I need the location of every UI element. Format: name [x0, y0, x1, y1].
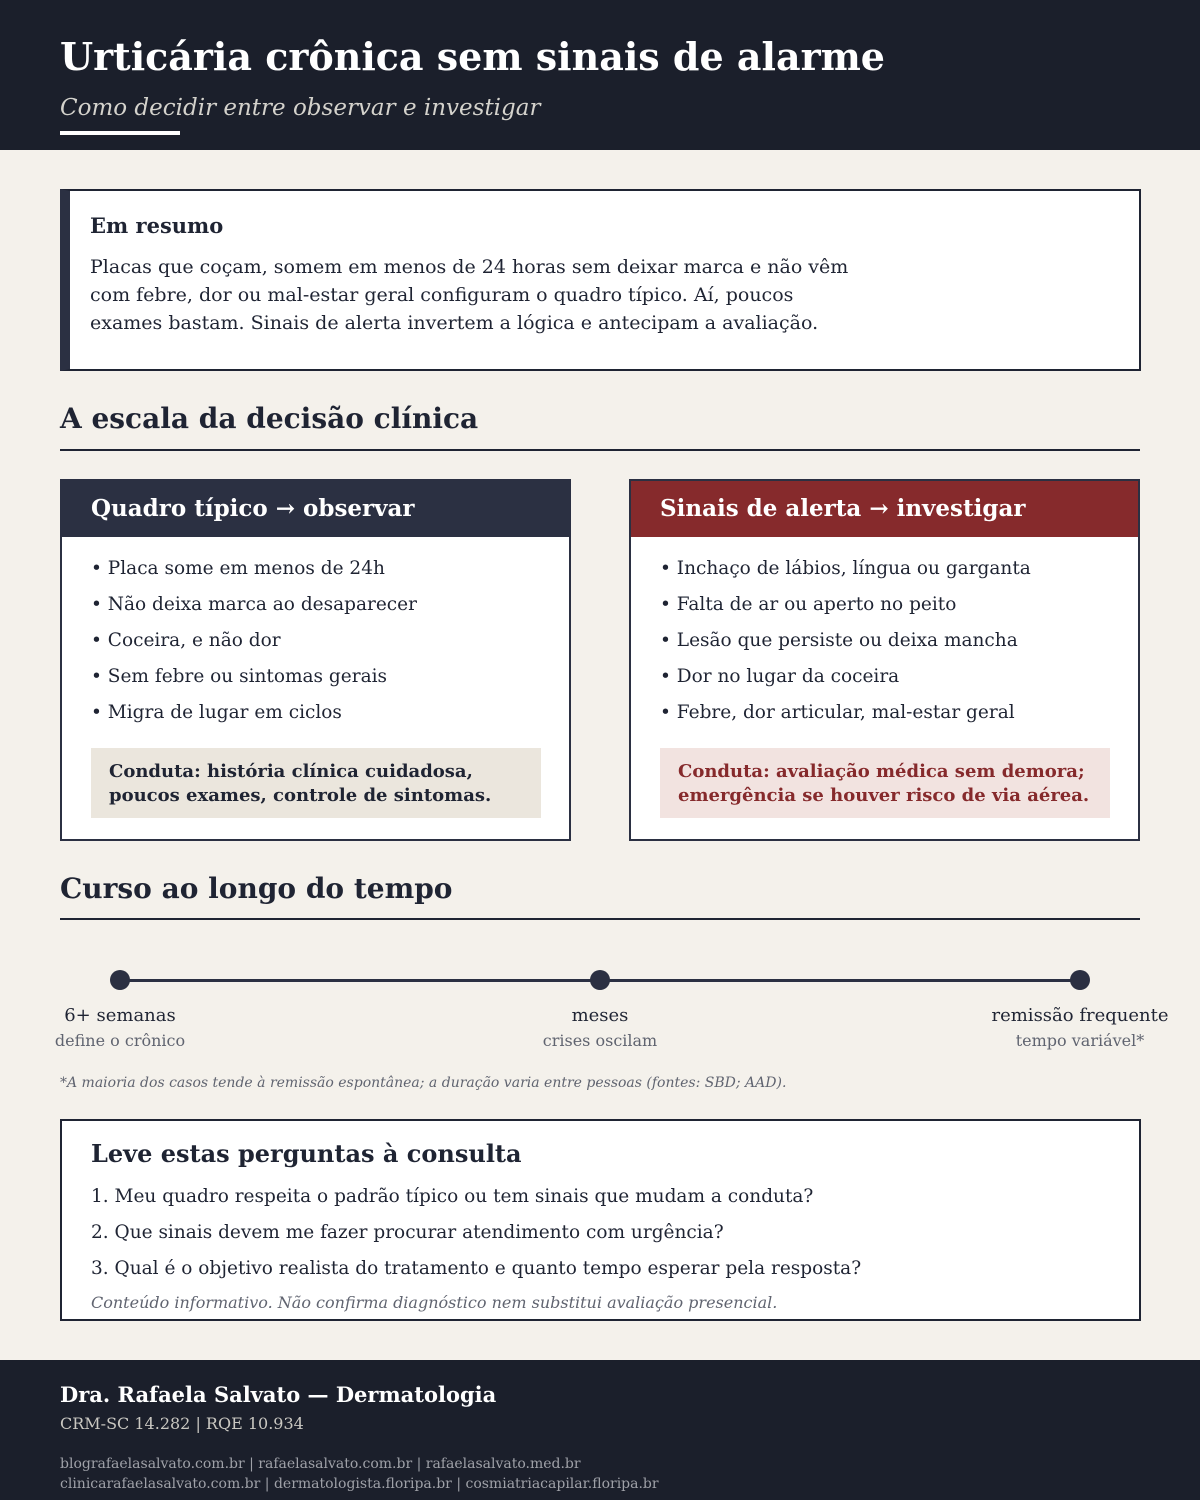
conduct-line: Conduta: avaliação médica sem demora; — [678, 761, 1085, 782]
timeline-dot — [1070, 970, 1090, 990]
timeline-dot — [590, 970, 610, 990]
footer-links — [60, 1454, 659, 1494]
page-subtitle: Como decidir entre observar e investigar — [60, 95, 541, 121]
conduct-line: Conduta: história clínica cuidadosa, — [109, 761, 473, 782]
questions-list — [91, 1185, 861, 1293]
list-item: • Placa some em menos de 24h — [91, 557, 417, 593]
page-header — [0, 0, 1200, 150]
list-item: • Febre, dor articular, mal-estar geral — [660, 701, 1031, 737]
timeline-label: 6+ semanas — [64, 1005, 176, 1026]
typical-conduct — [91, 748, 541, 818]
questions-box — [60, 1119, 1141, 1321]
section-title-course: Curso ao longo do tempo — [60, 872, 453, 905]
timeline-label: meses — [571, 1005, 629, 1026]
question-item: 1. Meu quadro respeita o padrão típico ou tem sinais que mudam a conduta? — [91, 1186, 814, 1207]
footer-link-line: blografaelasalvato.com.br | rafaelasalvato.com.br | rafaelasalvato.med.br — [60, 1456, 581, 1472]
questions-heading: Leve estas perguntas à consulta — [91, 1139, 522, 1168]
header-underline — [60, 131, 180, 135]
page-title: Urticária crônica sem sinais de alarme — [60, 34, 885, 79]
timeline-dot — [110, 970, 130, 990]
list-item: • Sem febre ou sintomas gerais — [91, 665, 417, 701]
summary-heading: Em resumo — [90, 213, 224, 238]
typical-list — [91, 557, 417, 737]
author-name: Dra. Rafaela Salvato — Dermatologia — [60, 1382, 497, 1407]
timeline-sublabel: crises oscilam — [542, 1031, 658, 1050]
summary-line: Placas que coçam, somem em menos de 24 horas sem deixar marca e não vêm — [90, 256, 849, 278]
typical-card-heading: Quadro típico → observar — [62, 481, 569, 537]
author-registration: CRM-SC 14.282 | RQE 10.934 — [60, 1414, 304, 1433]
timeline-footnote: *A maioria dos casos tende à remissão espontânea; a duração varia entre pessoas (fontes: SBD; AAD). — [60, 1075, 787, 1091]
conduct-line: emergência se houver risco de via aérea. — [678, 785, 1090, 806]
list-item: • Dor no lugar da coceira — [660, 665, 1031, 701]
list-item: • Migra de lugar em ciclos — [91, 701, 417, 737]
conduct-line: poucos exames, controle de sintomas. — [109, 785, 492, 806]
section-divider — [60, 918, 1140, 920]
section-divider — [60, 449, 1140, 451]
timeline-sublabel: tempo variável* — [1015, 1031, 1145, 1050]
summary-text — [90, 253, 910, 337]
footer-link-line: clinicarafaelasalvato.com.br | dermatologista.floripa.br | cosmiatriacapilar.floripa.br — [60, 1476, 659, 1492]
question-item: 2. Que sinais devem me fazer procurar atendimento com urgência? — [91, 1222, 724, 1243]
alert-card-heading: Sinais de alerta → investigar — [631, 481, 1138, 537]
section-title-decision: A escala da decisão clínica — [60, 402, 479, 435]
timeline — [0, 960, 1200, 1060]
list-item: • Falta de ar ou aperto no peito — [660, 593, 1031, 629]
alert-conduct — [660, 748, 1110, 818]
timeline-sublabel: define o crônico — [54, 1031, 186, 1050]
alert-list — [660, 557, 1031, 737]
alert-card — [629, 479, 1140, 841]
timeline-label: remissão frequente — [991, 1005, 1169, 1026]
summary-line: com febre, dor ou mal-estar geral configuram o quadro típico. Aí, poucos — [90, 284, 794, 306]
page-footer — [0, 1360, 1200, 1500]
typical-card — [60, 479, 571, 841]
disclaimer: Conteúdo informativo. Não confirma diagnóstico nem substitui avaliação presencial. — [91, 1293, 778, 1312]
list-item: • Lesão que persiste ou deixa mancha — [660, 629, 1031, 665]
summary-line: exames bastam. Sinais de alerta invertem a lógica e antecipam a avaliação. — [90, 312, 819, 334]
list-item: • Coceira, e não dor — [91, 629, 417, 665]
list-item: • Inchaço de lábios, língua ou garganta — [660, 557, 1031, 593]
summary-box — [60, 189, 1141, 371]
list-item: • Não deixa marca ao desaparecer — [91, 593, 417, 629]
question-item: 3. Qual é o objetivo realista do tratamento e quanto tempo esperar pela resposta? — [91, 1258, 862, 1279]
